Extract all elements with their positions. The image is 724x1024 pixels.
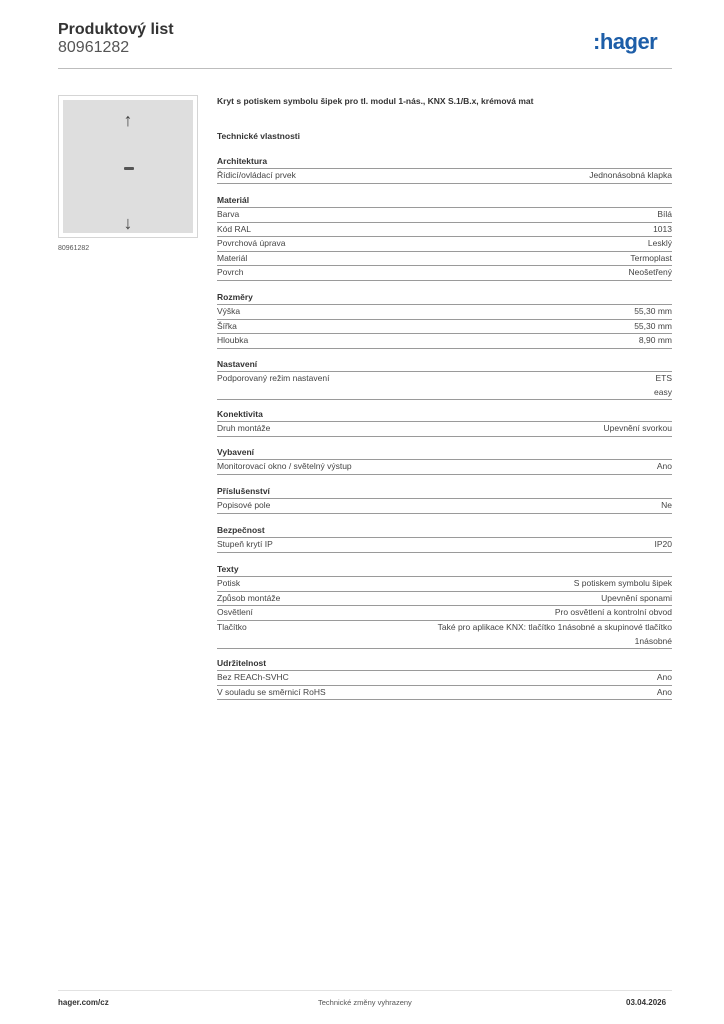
product-image — [58, 95, 198, 238]
section-end-divider — [217, 552, 672, 553]
section-title: Udržitelnost — [217, 658, 267, 668]
product-description: Kryt s potiskem symbolu šipek pro tl. modul 1-nás., KNX S.1/B.x, krémová mat — [217, 96, 534, 106]
spec-label: Barva — [217, 209, 240, 219]
spec-label: Podporovaný režim nastavení — [217, 373, 330, 383]
spec-row — [217, 421, 672, 437]
spec-row — [217, 591, 672, 607]
spec-row — [217, 537, 672, 553]
spec-value: Neošetřený — [628, 267, 672, 277]
page-title: Produktový list — [58, 21, 174, 38]
spec-label: Popisové pole — [217, 500, 271, 510]
spec-value: Termoplast — [630, 252, 672, 263]
section-end-divider — [217, 348, 672, 349]
cover-plate — [63, 100, 193, 233]
spec-row — [217, 265, 672, 281]
section-end-divider — [217, 513, 672, 514]
spec-value: Upevnění sponami — [601, 592, 672, 603]
spec-value: ETS — [655, 373, 672, 383]
spec-row — [217, 605, 672, 621]
spec-value: Také pro aplikace KNX: tlačítko 1násobné a skupinové tlačítko — [437, 621, 672, 632]
footer-date: 03.04.2026 — [626, 998, 667, 1007]
spec-value: 55,30 mm — [634, 320, 672, 331]
spec-row — [217, 498, 672, 514]
section-title: Rozměry — [217, 292, 253, 302]
technical-properties-heading: Technické vlastnosti — [217, 131, 300, 141]
document-number: 80961282 — [58, 39, 130, 56]
spec-label: Druh montáže — [217, 423, 271, 433]
section-end-divider — [217, 399, 672, 400]
spec-row — [217, 168, 672, 184]
section-title: Materiál — [217, 195, 250, 205]
spec-label: Hloubka — [217, 335, 249, 345]
spec-row — [217, 576, 672, 592]
spec-row — [217, 304, 672, 320]
spec-value: Upevnění svorkou — [603, 423, 672, 433]
footer-note: Technické změny vyhrazeny — [318, 998, 412, 1007]
arrow-up-icon: ↑ — [123, 110, 133, 130]
header-divider — [58, 68, 672, 69]
spec-label: Výška — [217, 306, 241, 316]
spec-row — [217, 333, 672, 349]
section-title: Architektura — [217, 156, 268, 166]
dash-icon — [124, 167, 134, 170]
section-title: Vybavení — [217, 447, 255, 457]
section-end-divider — [217, 183, 672, 184]
spec-value: S potiskem symbolu šipek — [573, 578, 672, 588]
product-image-caption: 80961282 — [58, 245, 90, 252]
section-title: Texty — [217, 564, 239, 574]
section-title: Konektivita — [217, 409, 263, 419]
spec-label: Tlačítko — [217, 621, 247, 632]
section-end-divider — [217, 699, 672, 700]
spec-label: V souladu se směrnicí RoHS — [217, 686, 326, 697]
section-end-divider — [217, 280, 672, 281]
footer-divider — [58, 990, 672, 991]
section-title: Nastavení — [217, 359, 258, 369]
spec-value: Ano — [656, 672, 672, 682]
spec-label: Bez REACh-SVHC — [217, 672, 289, 682]
spec-label: Potisk — [217, 578, 241, 588]
spec-value: Ne — [661, 500, 672, 510]
spec-value: 8,90 mm — [638, 335, 672, 345]
spec-row — [217, 222, 672, 238]
hager-logo: :hager — [593, 29, 658, 54]
section-title: Bezpečnost — [217, 525, 265, 535]
spec-value: Jednonásobná klapka — [589, 170, 672, 180]
spec-label: Povrch — [217, 267, 244, 277]
spec-label: Šířka — [217, 320, 237, 331]
arrow-down-icon: ↓ — [123, 213, 133, 233]
spec-value-continued: easy — [654, 387, 672, 397]
spec-value: Ano — [656, 461, 672, 471]
spec-label: Monitorovací okno / světelný výstup — [217, 461, 352, 471]
spec-row — [217, 207, 672, 223]
spec-label: Kód RAL — [217, 223, 252, 234]
spec-value: Pro osvětlení a kontrolní obvod — [554, 607, 672, 617]
spec-value: Ano — [656, 686, 672, 697]
spec-value: Lesklý — [647, 238, 672, 248]
spec-row — [217, 670, 672, 686]
spec-row — [217, 251, 672, 267]
spec-label: Stupeň krytí IP — [217, 539, 273, 549]
spec-value: IP20 — [654, 539, 672, 549]
section-end-divider — [217, 648, 672, 649]
spec-row — [217, 620, 672, 649]
spec-value: 55,30 mm — [634, 306, 672, 316]
section-title: Příslušenství — [217, 486, 270, 496]
spec-row — [217, 685, 672, 701]
spec-label: Povrchová úprava — [217, 238, 286, 248]
spec-row — [217, 236, 672, 252]
spec-row — [217, 459, 672, 475]
section-end-divider — [217, 436, 672, 437]
spec-row — [217, 371, 672, 400]
spec-label: Způsob montáže — [217, 592, 281, 603]
spec-row — [217, 319, 672, 335]
section-end-divider — [217, 474, 672, 475]
spec-value-continued: 1násobné — [634, 635, 672, 646]
spec-label: Osvětlení — [217, 607, 253, 617]
footer-website[interactable]: hager.com/cz — [58, 998, 109, 1007]
spec-label: Řídicí/ovládací prvek — [217, 170, 296, 180]
spec-value: Bílá — [657, 209, 672, 219]
spec-label: Materiál — [217, 252, 248, 263]
spec-value: 1013 — [653, 223, 672, 234]
